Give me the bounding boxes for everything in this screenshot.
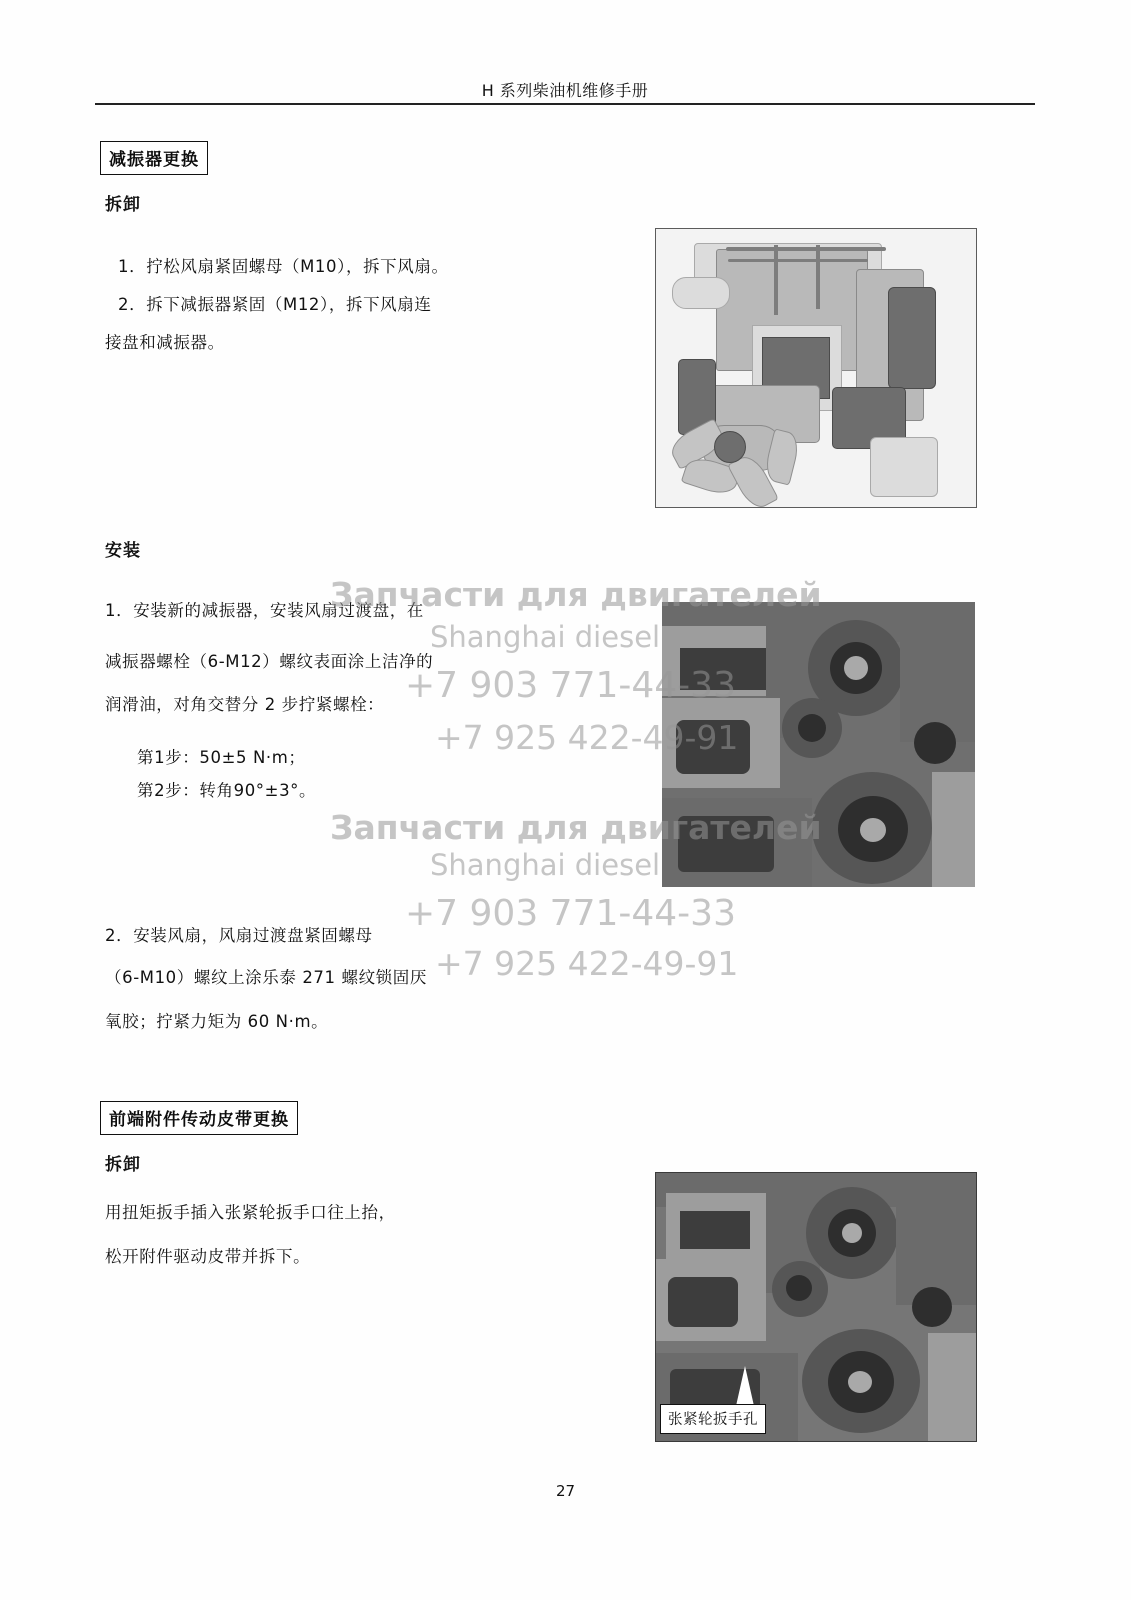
body-text-line: 氧胶；拧紧力矩为 60 N·m。 (105, 1012, 329, 1031)
body-text-line: 松开附件驱动皮带并拆下。 (105, 1247, 311, 1266)
body-text-line: 1．安装新的减振器，安装风扇过渡盘，在 (105, 601, 424, 620)
body-text-line: 减振器螺栓（6-M12）螺纹表面涂上洁净的 (105, 652, 434, 671)
body-text-line: 1．拧松风扇紧固螺母（M10），拆下风扇。 (118, 257, 449, 276)
callout-label-tensioner-hole: 张紧轮扳手孔 (660, 1404, 766, 1434)
watermark-text: Запчасти для двигателей (330, 575, 822, 614)
watermark-text: Shanghai diesel (430, 620, 661, 654)
header-divider (95, 103, 1035, 105)
callout-pointer (736, 1366, 754, 1406)
page-number: 27 (555, 1482, 576, 1500)
watermark-text: +7 925 422-49-91 (435, 944, 739, 983)
figure-belt-tensioner-photo (655, 1172, 977, 1442)
body-text-line: 第1步：50±5 N·m； (137, 748, 306, 767)
figure-engine-assembly (655, 228, 977, 508)
subheading-removal-belt: 拆卸 (105, 1155, 141, 1175)
body-text-line: 2．安装风扇，风扇过渡盘紧固螺母 (105, 926, 373, 945)
subheading-installation-damper: 安装 (105, 541, 141, 561)
watermark-text: +7 903 771-44-33 (405, 665, 736, 706)
body-text-line: 第2步：转角90°±3°。 (137, 781, 317, 800)
section-title-damper: 减振器更换 (100, 141, 208, 175)
body-text-line: 2．拆下减振器紧固（M12），拆下风扇连 (118, 295, 432, 314)
subheading-removal-damper: 拆卸 (105, 195, 141, 215)
page-header-title: H 系列柴油机维修手册 (481, 81, 649, 100)
figure-front-end-drive-photo (662, 602, 975, 887)
body-text-line: 接盘和减振器。 (105, 333, 225, 352)
body-text-line: （6-M10）螺纹上涂乐泰 271 螺纹锁固厌 (105, 968, 427, 987)
watermark-text: +7 925 422-49-91 (435, 718, 739, 757)
watermark-text: +7 903 771-44-33 (405, 893, 736, 934)
body-text-line: 润滑油，对角交替分 2 步拧紧螺栓： (105, 695, 385, 714)
section-title-belt: 前端附件传动皮带更换 (100, 1101, 298, 1135)
body-text-line: 用扭矩扳手插入张紧轮扳手口往上抬， (105, 1203, 396, 1222)
watermark-text: Запчасти для двигателей (330, 808, 822, 847)
watermark-text: Shanghai diesel (430, 848, 661, 882)
